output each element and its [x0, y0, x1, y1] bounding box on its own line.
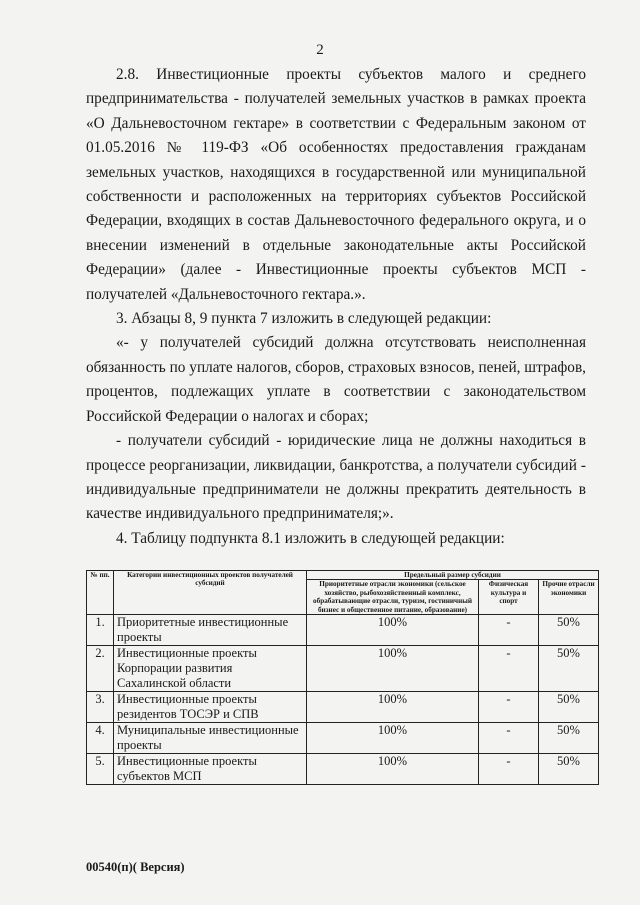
row-sport-value: - — [479, 723, 539, 754]
row-category: Приоритетные инвестиционные проекты — [114, 615, 307, 646]
row-sport-value: - — [479, 646, 539, 692]
table-row — [87, 754, 599, 785]
row-category: Инвестиционные проекты резидентов ТОСЭР и СПВ — [114, 692, 307, 723]
header-category: Категории инвестиционных проектов получателей субсидий — [114, 571, 307, 615]
subsidy-table — [86, 570, 599, 785]
row-category: Инвестиционные проекты Корпорации развития Сахалинской области — [114, 646, 307, 692]
table-row — [87, 615, 599, 646]
row-category: Муниципальные инвестиционные проекты — [114, 723, 307, 754]
row-sport-value: - — [479, 615, 539, 646]
row-other-value: 50% — [539, 646, 599, 692]
row-priority-value: 100% — [307, 692, 479, 723]
row-priority-value: 100% — [307, 754, 479, 785]
paragraph-quote-1: «- у получателей субсидий должна отсутствовать неисполненная обязанность по уплате налогов, сборов, страховых взносов, пеней, штрафов, процентов, подлежащих уплате в соответствии с законодательством Российской Федерации о налогах и сборах; — [86, 334, 586, 425]
row-num: 1. — [87, 615, 114, 646]
table-header-row — [87, 571, 599, 580]
paragraph-item-3: 3. Абзацы 8, 9 пункта 7 изложить в следующей редакции: — [116, 310, 492, 328]
row-num: 2. — [87, 646, 114, 692]
row-priority-value: 100% — [307, 723, 479, 754]
row-num: 3. — [87, 692, 114, 723]
document-code-stamp: 00540(п)( Версия) — [86, 860, 185, 874]
paragraph-item-4: 4. Таблицу подпункта 8.1 изложить в следующей редакции: — [116, 529, 505, 547]
header-other-sectors: Прочие отрасли экономики — [539, 580, 599, 615]
document-body — [86, 63, 586, 551]
header-max-subsidy: Предельный размер субсидии — [307, 571, 599, 580]
row-priority-value: 100% — [307, 615, 479, 646]
row-sport-value: - — [479, 692, 539, 723]
table-row — [87, 646, 599, 692]
row-priority-value: 100% — [307, 646, 479, 692]
row-other-value: 50% — [539, 692, 599, 723]
row-other-value: 50% — [539, 754, 599, 785]
header-sport: Физическая культура и спорт — [479, 580, 539, 615]
page-number: 2 — [316, 42, 324, 58]
row-sport-value: - — [479, 754, 539, 785]
header-num: № пп. — [87, 571, 114, 615]
paragraph-2-8: 2.8. Инвестиционные проекты субъектов малого и среднего предпринимательства - получателей земельных участков в рамках проекта «О Дальневосточном гектаре» в соответствии с Федеральным законом от 01.05.2016 № 119-ФЗ «Об особенностях предоставления гражданам земельных участков, находящихся в государственной или муниципальной собственности и расположенных на территориях субъектов Российской Федерации, входящих в состав Дальневосточного федерального округа, и о внесении изменений в отдельные законодательные акты Российской Федерации» (далее - Инвестиционные проекты субъектов МСП - получателей «Дальневосточного гектара.». — [86, 66, 586, 303]
row-category: Инвестиционные проекты субъектов МСП — [114, 754, 307, 785]
header-priority-sectors: Приоритетные отрасли экономики (сельское хозяйство, рыбохозяйственный комплекс, обрабатывающие отрасли, туризм, гостиничный бизнес и общественное питание, образование) — [307, 580, 479, 615]
row-num: 5. — [87, 754, 114, 785]
table-row — [87, 723, 599, 754]
table-row — [87, 692, 599, 723]
row-num: 4. — [87, 723, 114, 754]
paragraph-quote-2: - получатели субсидий - юридические лица не должны находиться в процессе реорганизации, ликвидации, банкротства, а получатели субсидий - индивидуальные предприниматели не должны прекратить деятельность в качестве индивидуального предпринимателя;». — [86, 432, 586, 523]
row-other-value: 50% — [539, 615, 599, 646]
row-other-value: 50% — [539, 723, 599, 754]
